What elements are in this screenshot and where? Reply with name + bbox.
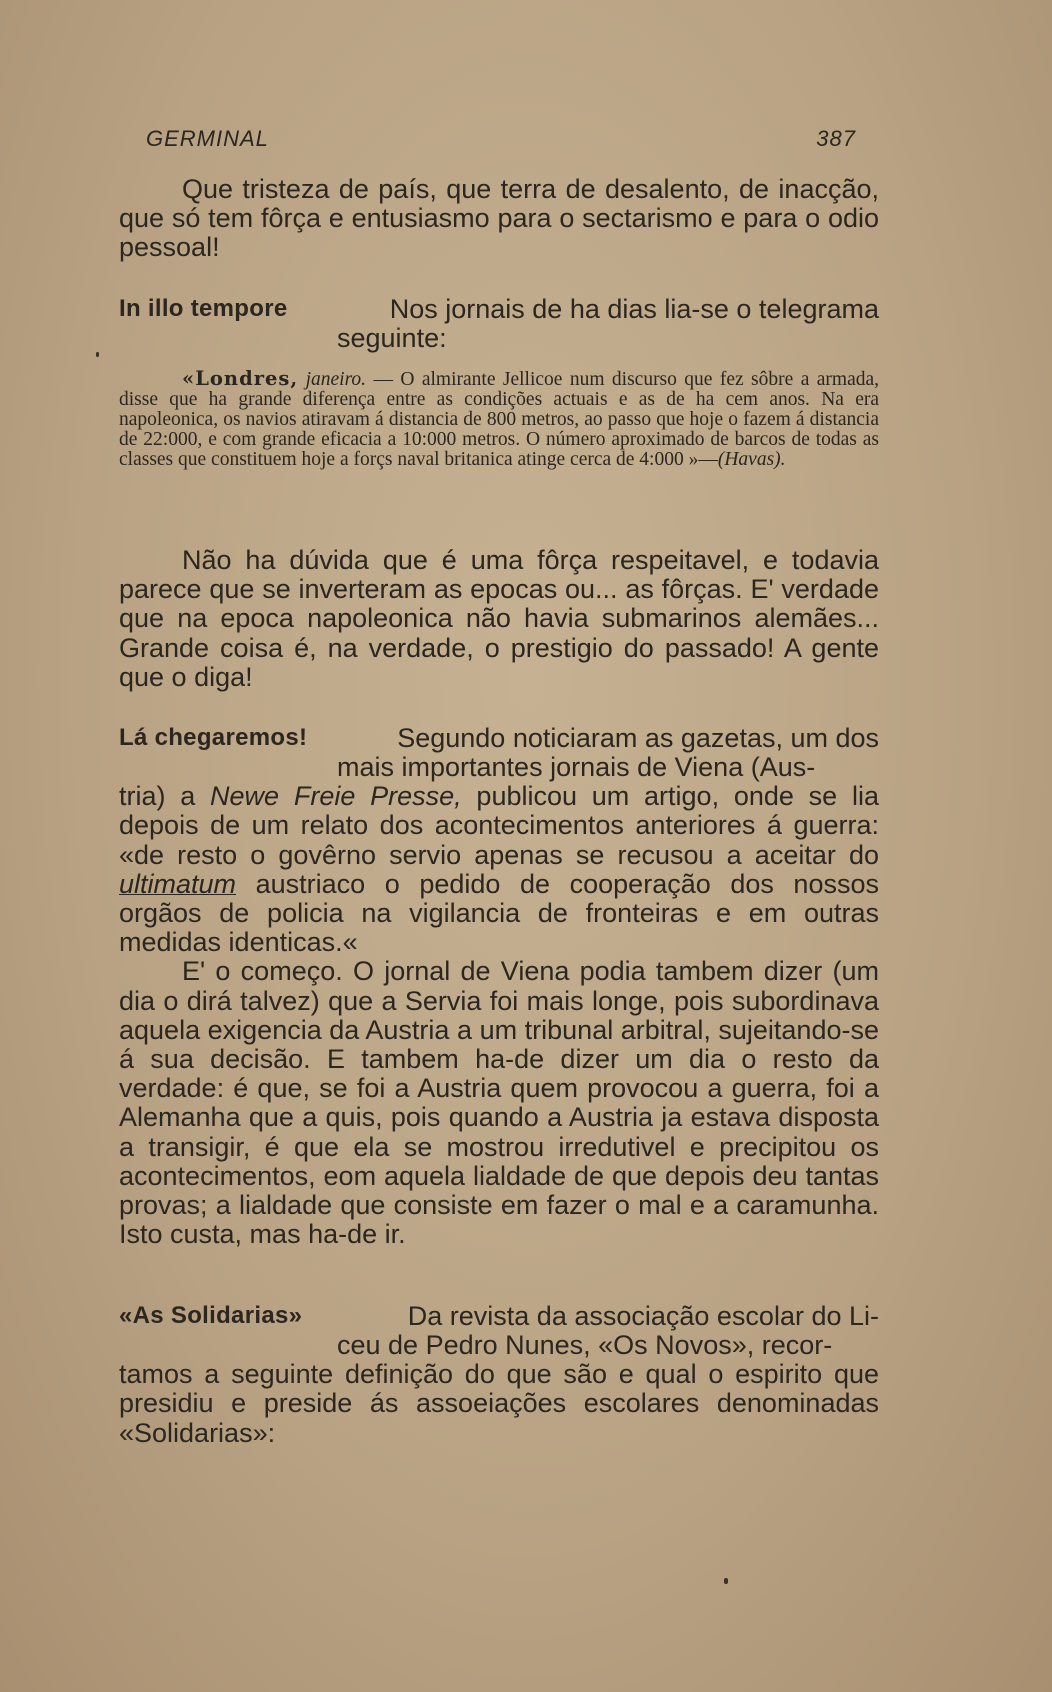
section-2-text-before-pub: tria) a: [119, 781, 196, 812]
intro-paragraph: Que tristeza de país, que terra de desalento, de inacção, que só tem fôrça e entusiasmo para o sectarismo e para o odio pessoal!: [119, 174, 879, 263]
section-2-paragraph-2: E' o começo. O jornal de Viena podia tambem dizer (um dia o dirá talvez) que a Servia foi mais longe, pois subordinava aquela exigencia da Austria a um tribunal arbitral, sujeitando-se á sua decisão. E tambem ha-de dizer um dia o resto da verdade: é que, se foi a Austria quem provocou a guerra, foi a Alemanha que a quis, pois quando a Austria ja estava disposta a transigir, é que ela se mostrou irredutivel e precipitou os acontecimentos, eom aquela lialdade de que depois deu tantas provas; a lialdade que consiste em fazer o mal e a caramunha. Isto custa, mas ha-de ir.: [119, 956, 879, 1250]
section-2-lead-second: mais importantes jornais de Viena (Aus-: [337, 752, 816, 782]
telegram-place: «Londres,: [182, 367, 299, 390]
intro-block: [119, 175, 879, 263]
section-1-lead-rest: seguinte:: [337, 323, 447, 353]
section-in-illo-tempore: [119, 294, 879, 353]
section-3-lead: Da revista da associação escolar do Li-: [407, 1301, 879, 1331]
section-1-first-line: [119, 294, 879, 324]
section-as-solidarias: [119, 1301, 879, 1448]
section-1-comment: Não ha dúvida que é uma fôrça respeitavel, e todavia parece que se inverteram as epocas ou... as fôrças. E' verdade que na epoca napoleonica não havia submarinos alemães... Grande coisa é, na verdade, o prestigio do passado! A gente que o diga!: [119, 545, 879, 692]
telegram-text: — O almirante Jellicoe num discurso que fez sôbre a armada, disse que ha grande diferença entre as condições actuais e as de ha cem anos. Na era napoleonica, os navios atiravam á distancia de 800 metros, ao passo que hoje o fazem á distancia de 22:000, e com grande eficacia a 10:000 metros. O número aproximado de barcos de todas as classes que constituem hoje a forçs naval britanica atinge cerca de 4:000 »—: [119, 369, 879, 470]
telegram-quote: [119, 369, 879, 470]
telegram-source: (Havas).: [717, 449, 786, 470]
section-1-comment-block: [119, 546, 879, 692]
print-speck: [724, 1578, 728, 1584]
section-3-first-line: [119, 1301, 879, 1331]
telegram-month: janeiro.: [305, 369, 367, 390]
print-speck: [96, 352, 99, 357]
section-3-paragraph: tamos a seguinte definição do que são e qual o espirito que presidiu e preside ás assoeiações escolares denominadas «Solidarias»:: [119, 1359, 879, 1448]
running-head: [146, 126, 856, 158]
ultimatum-word: ultimatum: [119, 868, 237, 899]
section-2-paragraph-1: [119, 782, 879, 957]
section-1-heading: In illo tempore: [119, 295, 288, 322]
section-1-lead: Nos jornais de ha dias lia-se o telegrama: [389, 294, 879, 324]
section-2-text-after-pub: publicou um artigo, onde se lia depois de um relato dos acontecimentos anteriores á guerra: «de resto o govêrno servio apenas se recusou a aceitar do: [119, 781, 879, 870]
running-head-title: GERMINAL: [146, 126, 269, 151]
section-2-first-line: [119, 723, 879, 753]
section-la-chegaremos: [119, 723, 879, 1249]
section-2-text-end: austriaco o pedido de cooperação dos nossos orgãos de policia na vigilancia de fronteiras e em outras medidas identicas.«: [119, 868, 879, 958]
page-number: 387: [816, 126, 856, 151]
section-2-heading: Lá chegaremos!: [119, 724, 308, 751]
section-3-lead-second: ceu de Pedro Nunes, «Os Novos», recor-: [337, 1330, 833, 1360]
telegram-paragraph: [119, 369, 879, 470]
section-3-heading: «As Solidarias»: [119, 1302, 303, 1329]
publication-name: Newe Freie Presse,: [210, 781, 462, 812]
section-2-lead: Segundo noticiaram as gazetas, um dos: [397, 723, 879, 753]
